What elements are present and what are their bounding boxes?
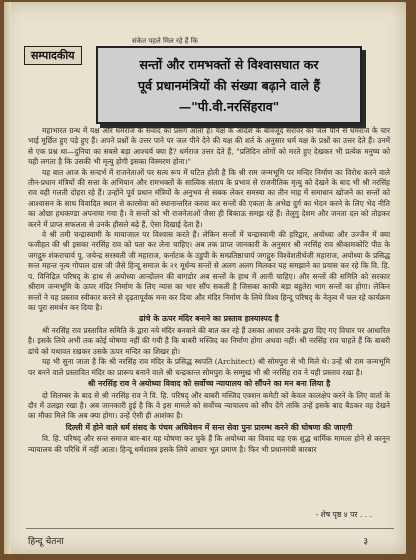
section-label: सम्पादकीय bbox=[24, 46, 82, 65]
paragraph: श्री नरसिंह राव प्रस्तावित समिति के द्वारा नये मंदिर बनवाने की बात कर रहे हैं उसका आधार उनके द्वारा दिए गए विचार पर आधारित है। इसके लिये अभी तक कोई घोषणा नहीं की गयी है कि बाबरी मस्जिद का निर्माण होगा अथवा नहीं। श्री नरसिंह राव चाहते हैं कि बाबरी ढांचे को यथावत रखकर उसके ऊपर मन्दिर का शिखर हो। bbox=[28, 325, 390, 356]
footer-title: हिन्दू चेतना bbox=[28, 537, 64, 547]
page-number: ३ bbox=[363, 537, 368, 547]
footer-divider bbox=[26, 528, 394, 529]
subheading: दिल्ली में होने वाले धर्म संसद के पंचम अधिवेशन में सन्त सेवा पुनः प्रारम्भ करने की घोषणा की जाएगी bbox=[65, 422, 353, 432]
subheading: ढांचे के ऊपर मंदिर बनाने का प्रस्ताव हास्यास्पद है bbox=[139, 314, 279, 324]
headline-line-1: सन्तों और रामभक्तों से विश्वासघात कर bbox=[139, 57, 319, 72]
headline-box bbox=[96, 46, 362, 124]
paragraph: महाभारत ग्रन्थ में यक्ष और धर्मराज के संवाद का प्रसंग आता है। यक्ष के आदेश के बावजूद सरोवर का जल पीने से धर्मराज के चार भाई मूर्छित हुए पड़े हुए हैं। अपने प्रश्नों के उत्तर पाने पर जल पीने देने की यक्ष की शर्त के अनुसार धर्म यक्ष के प्रश्नों का उत्तर देते हैं। उनमें से एक प्रश्न था—दुनिया का सबसे बड़ा आश्चर्य क्या है? धर्मराज उत्तर देते हैं, "प्रतिदिन लोगों को मरते हुए देखकर भी प्रत्येक मनुष्य को यही लगता है कि उसकी भी मृत्यु होगी इसका विस्मरण होना।" bbox=[28, 126, 390, 167]
subheading: श्री नरसिंह राव ने अयोध्या विवाद को सर्वोच्च न्यायालय को सौंपने का मन बना लिया है bbox=[87, 378, 331, 388]
article-body bbox=[28, 126, 390, 455]
paragraph: यह बात आज के सन्दर्भ में राजनेताओं पर सत्य रूप में घटित होती है कि श्री राम जन्मभूमि पर मन्दिर निर्माण का विरोध करने वाले तीन-प्रधान मंत्रियों की सत्ता के अभियान और रामभक्तों के सात्विक संताप के प्रभाव से राजनीतिक मृत्यु को देखने के बाद भी श्री नरसिंह राव वही गलती दोहरा रहे हैं। उन्होंने पूर्व प्रधान मंत्रियों के अनुभव से सबक लेकर समस्या का तीन माह में समाधान खोजने का सन्तों को आश्वासन के साथ विवादित स्थान से कारसेवा को स्थानान्तरित करवा कर सन्तों की एकता के अभेद्य दुर्ग का भेदन करने के लिए भेद नीति का ओछा हथकण्डा अपनाया गया है। वे सन्तों को भी राजनेताओं जैसा ही बिकाऊ समझ रहे हैं। तेलुगु देशम और जनता दल को तोड़कर करने में प्राप्त सफलता से उनके हौसले बढ़े हैं, ऐसा दिखाई देता है। bbox=[28, 167, 390, 229]
headline-line-2: पूर्व प्रधानमंत्रियों की संख्या बढ़ाने वाले हैं bbox=[138, 78, 320, 93]
top-note: संकेत पहले मिल रहे हैं कि bbox=[132, 37, 198, 45]
magazine-page bbox=[4, 2, 406, 554]
headline-line-3: —"पी.वी.नरसिंहराव" bbox=[178, 99, 280, 114]
paragraph: यह भी सुना जाता है कि श्री नरसिंह राव मंदिर के प्रसिद्ध स्थपति (Architect) श्री सोमपुरा से भी मिले थे। उन्हें श्री राम जन्मभूमि पर बनने वाले प्रस्तावित मंदिर का प्रारूप बनाने वाले श्री चन्द्रकान्त सोमपुरा के सम्मुख भी श्री नरसिंह राव ने यही प्रस्ताव रखा है। bbox=[28, 357, 390, 377]
continued-note: - शेष पृष्ठ ४ पर . . . bbox=[315, 510, 372, 519]
page-spine bbox=[4, 2, 11, 554]
paragraph: दो सितम्बर के बाद से श्री नरसिंह राव ने वि. हि. परिषद् और बाबरी मस्जिद एक्शन कमेटी को केवल कालक्षेप करने के लिए वार्ता के दौर में उलझा रखा है। अब जानकारी हुई है कि वे इस मामले को सर्वोच्च न्यायालय को सौंप देंगे ताकि उन्हें इसके बाद बैठकर वह देखने का मौका मिले कि अब क्या होगा। उन्हें ऐसी ही आशंका है। bbox=[28, 390, 390, 421]
paragraph: वि. हि. परिषद् और सन्त समाज बार-बार यह घोषणा कर चुके हैं कि अयोध्या का विवाद यह एक शुद्ध धार्मिक मामला होने से कानून न्यायालय की परिधि में नहीं आता। हिन्दू धर्मशास्त्र इसके लिये आधार भूत प्रमाण है। फिर भी प्रधानमंत्री बारबार bbox=[28, 434, 390, 454]
paragraph: वे श्री तमी चन्द्रास्वामी के मायाजाल पर विश्वास करते हैं। लेकिन सन्तों में चन्द्रास्वामी की हरिद्वार, अयोध्या और उज्जैन में क्या फजीहत की श्री इसका नरसिंह राव को पता कर लेना चाहिए। अब तक प्राप्त जानकारी के अनुसार श्री नरसिंह राव श्रीकामकोटि पीठ के जगद्गुरु शंकराचार्य पू. जयेन्द्र सरस्वती जी महाराज, कर्नाटक के उडुपी के सम्प्रतिष्ठाचार्य जगद्गुरु विश्वेशतीर्थजी महाराज, अयोध्या के प्रसिद्ध सन्त महन्त नृत्य गोपाल दास जी जैसे हिन्दू समाज के २१ मूर्धन्य सन्तों से अलग अलग मिलकर यह समझाने का प्रयास कर रहे कि वि. हि. प. विनिद्रित परिषद् के हाथ से अयोध्या आन्दोलन की बागडोर अब सन्तों के हाथ में आनी चाहिए। और सन्तों की समिति को सरकार श्रीराम जन्मभूमि के ऊपर मंदिर निर्माण के लिए न्यास का भार सौंप सकती है जिसका काफी बड़ा बहुतेरा भाग सन्तों का होगा। लेकिन सन्तों ने यह प्रस्ताव स्वीकार करने से दृढ़तापूर्वक मना कर दिया और मंदिर निर्माण के लिये विश्व हिन्दू परिषद् के नेतृत्व में चल रहे कार्यक्रम का पूरा समर्थन कर दिया है। bbox=[28, 230, 390, 312]
